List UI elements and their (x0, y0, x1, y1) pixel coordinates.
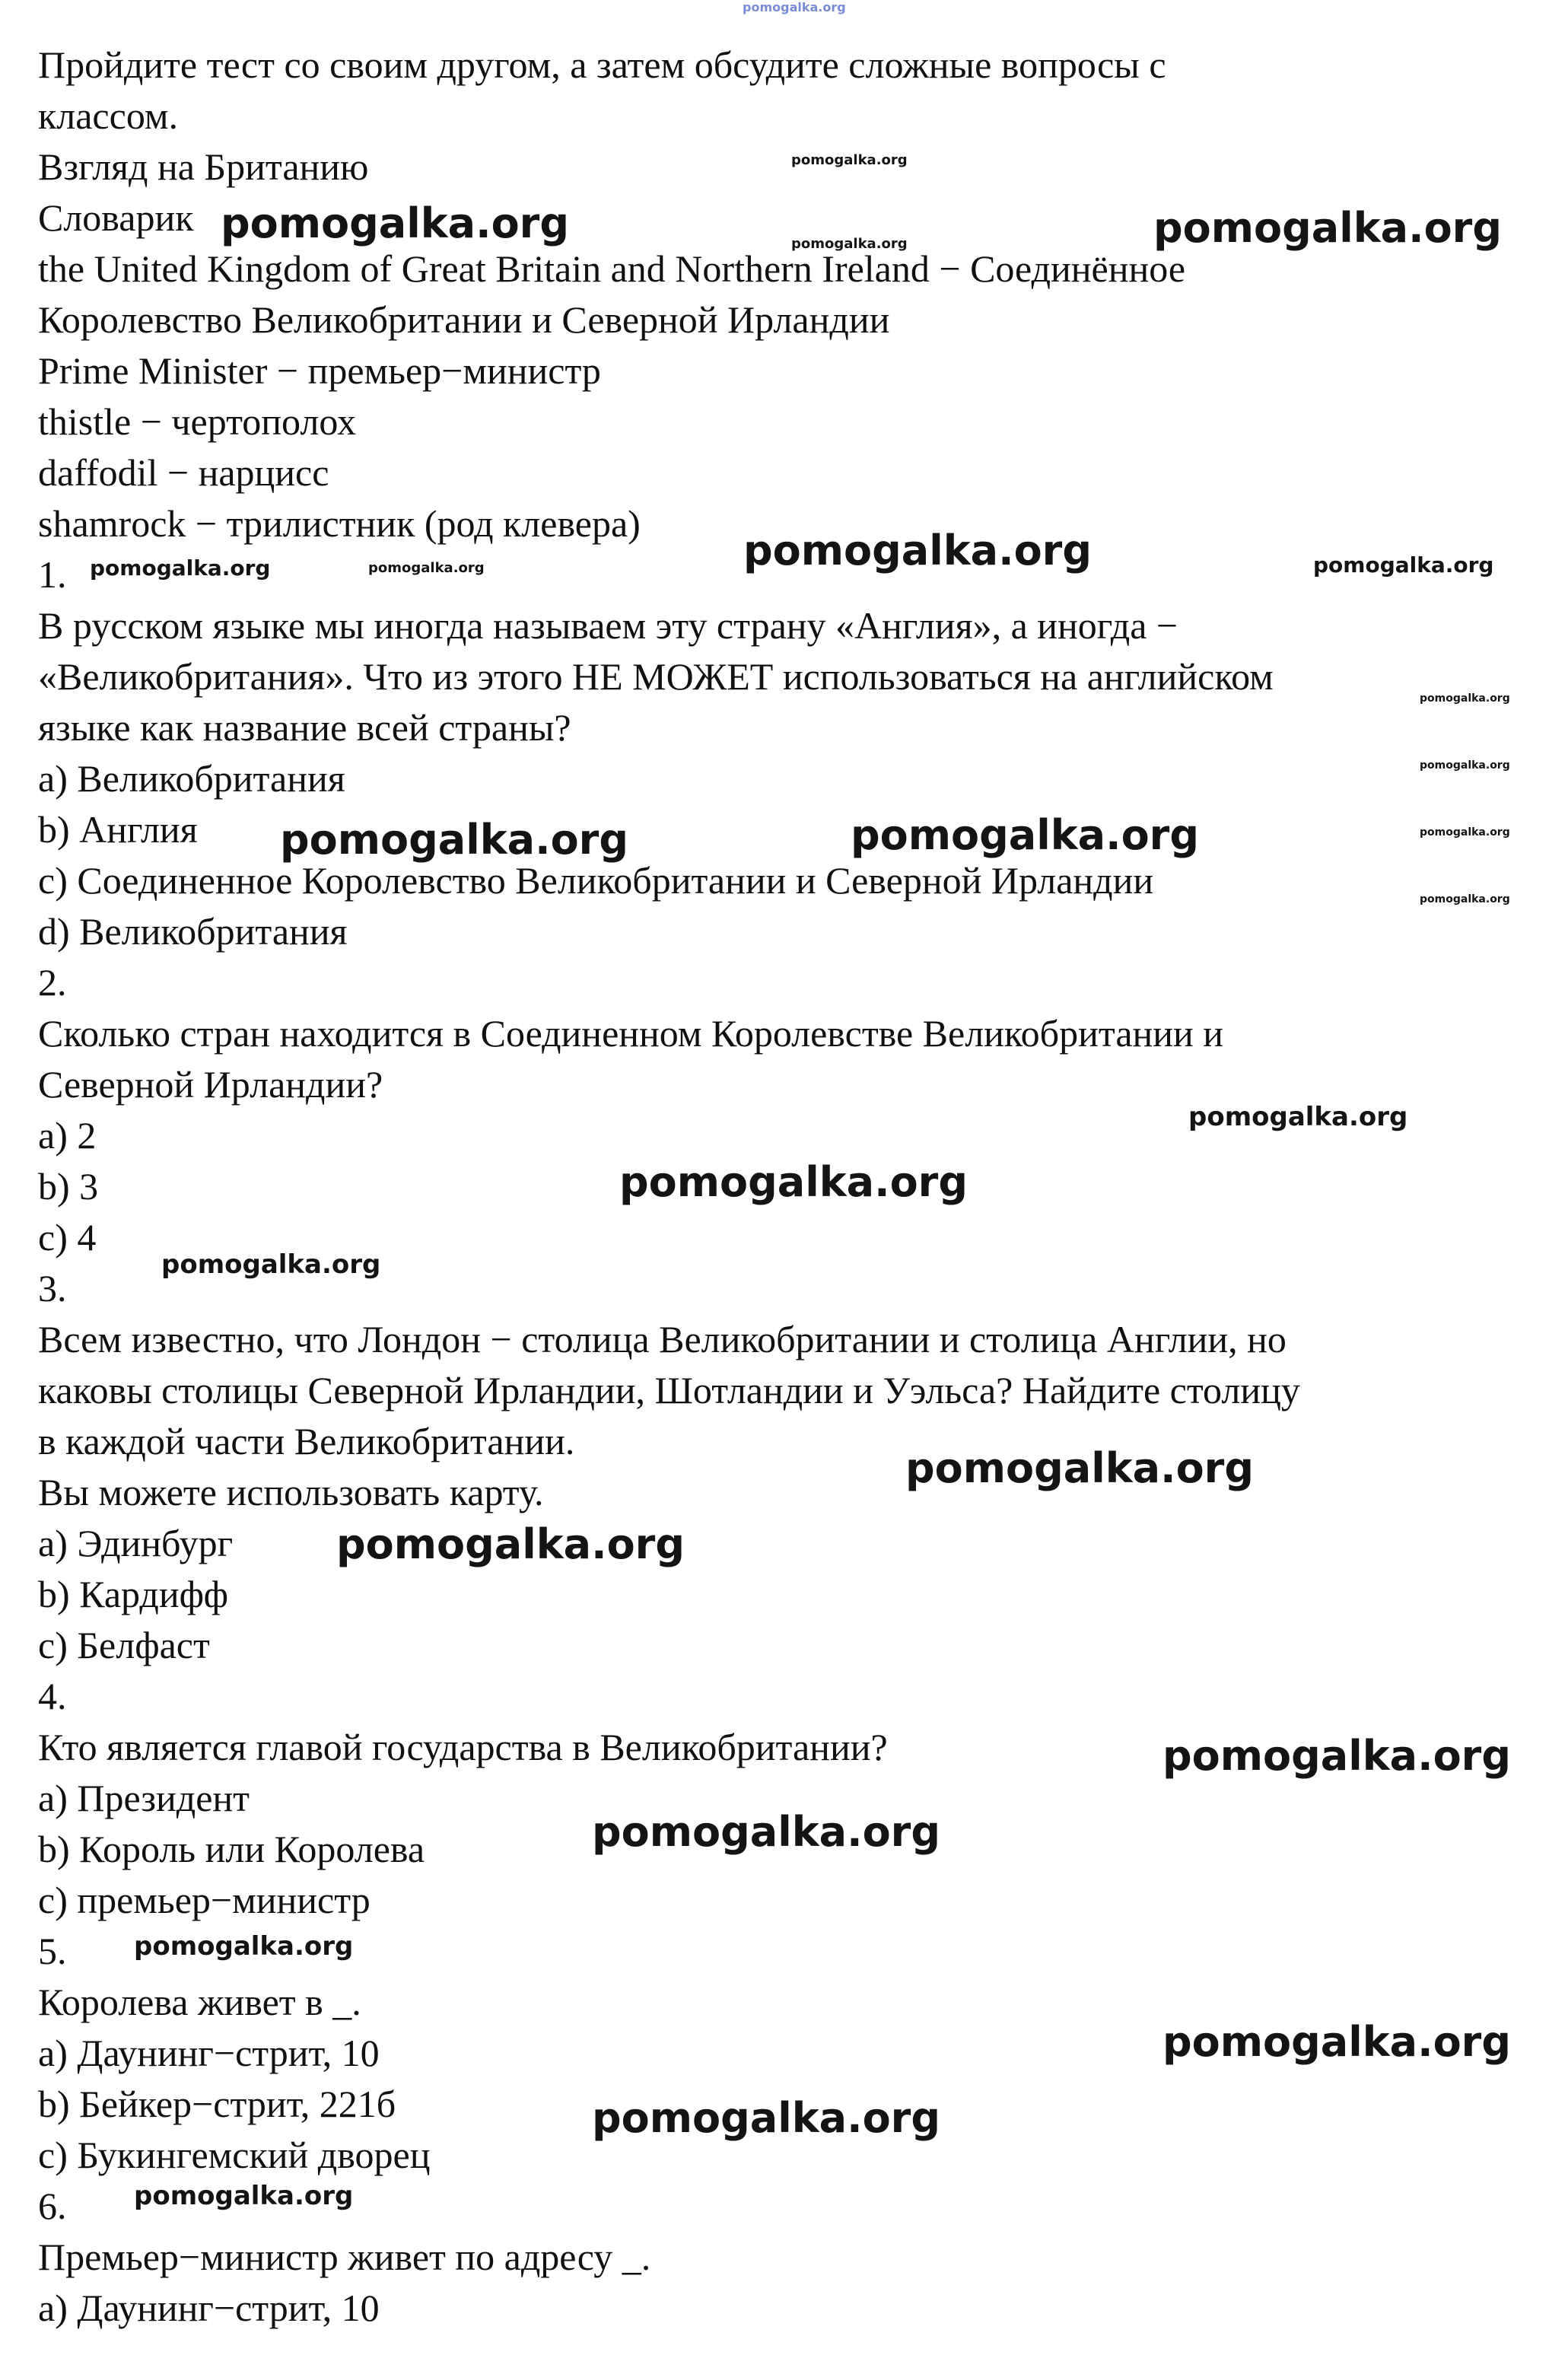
answer-option: c) премьер−министр (38, 1879, 371, 1921)
watermark: pomogalka.org (90, 555, 271, 581)
question-text: Северной Ирландии? (38, 1063, 383, 1106)
answer-option: b) Король или Королева (38, 1828, 425, 1870)
watermark: pomogalka.org (592, 1808, 940, 1856)
question-number: 1. (38, 553, 67, 596)
watermark: pomogalka.org (134, 2181, 354, 2211)
question-text: Кто является главой государства в Великобритании? (38, 1726, 888, 1768)
question-text: «Великобритания». Что из этого НЕ МОЖЕТ использоваться на английском (38, 655, 1274, 698)
watermark: pomogalka.org (1162, 2018, 1511, 2066)
answer-option: a) Даунинг−стрит, 10 (38, 2287, 380, 2329)
watermark: pomogalka.org (1420, 692, 1510, 705)
watermark: pomogalka.org (1162, 1732, 1511, 1780)
question-number: 5. (38, 1930, 67, 1972)
answer-option: a) Президент (38, 1777, 250, 1819)
question-number: 3. (38, 1267, 67, 1310)
answer-option: c) Букингемский дворец (38, 2134, 431, 2176)
question-text: каковы столицы Северной Ирландии, Шотландии и Уэльса? Найдите столицу (38, 1369, 1300, 1411)
vocabulary-heading: Словарик (38, 196, 194, 239)
watermark: pomogalka.org (161, 1249, 381, 1280)
question-number: 6. (38, 2185, 67, 2227)
question-number: 4. (38, 1675, 67, 1717)
watermark: pomogalka.org (280, 816, 628, 864)
answer-option: a) 2 (38, 1114, 97, 1157)
watermark: pomogalka.org (368, 560, 485, 576)
vocabulary-item: the United Kingdom of Great Britain and Northern Ireland − Соединённое (38, 247, 1186, 290)
question-text: Королева живет в _. (38, 1981, 361, 2023)
answer-option: a) Эдинбург (38, 1522, 234, 1564)
section-title: Взгляд на Британию (38, 145, 369, 188)
vocabulary-item: Prime Minister − премьер−министр (38, 349, 601, 392)
answer-option: a) Даунинг−стрит, 10 (38, 2032, 380, 2074)
vocabulary-item: daffodil − нарцисс (38, 451, 329, 494)
watermark: pomogalka.org (1153, 204, 1502, 252)
watermark: pomogalka.org (1420, 759, 1510, 772)
answer-option: b) Кардифф (38, 1573, 229, 1615)
question-number: 2. (38, 961, 67, 1004)
watermark: pomogalka.org (592, 2094, 940, 2142)
answer-option: c) Соединенное Королевство Великобритании и Северной Ирландии (38, 859, 1154, 902)
question-text: Вы можете использовать карту. (38, 1471, 544, 1513)
watermark: pomogalka.org (1313, 552, 1494, 578)
answer-option: c) 4 (38, 1216, 97, 1259)
answer-option: b) 3 (38, 1165, 99, 1208)
watermark: pomogalka.org (791, 152, 908, 168)
watermark: pomogalka.org (221, 199, 569, 247)
question-text: языке как название всей страны? (38, 706, 571, 749)
watermark: pomogalka.org (851, 811, 1199, 859)
watermark: pomogalka.org (134, 1931, 354, 1962)
text-line: классом. (38, 94, 179, 137)
watermark: pomogalka.org (1188, 1102, 1408, 1132)
vocabulary-item: shamrock − трилистник (род клевера) (38, 502, 641, 545)
text-line: Пройдите тест со своим другом, а затем обсудите сложные вопросы с (38, 43, 1166, 86)
question-text: Сколько стран находится в Соединенном Королевстве Великобритании и (38, 1012, 1224, 1055)
question-text: В русском языке мы иногда называем эту страну «Англия», а иногда − (38, 604, 1178, 647)
watermark: pomogalka.org (743, 527, 1092, 574)
vocabulary-item: thistle − чертополох (38, 400, 357, 443)
answer-option: c) Белфаст (38, 1624, 210, 1666)
watermark: pomogalka.org (336, 1520, 685, 1568)
watermark: pomogalka.org (1420, 826, 1510, 839)
watermark: pomogalka.org (1420, 893, 1510, 905)
answer-option: a) Великобритания (38, 757, 345, 800)
answer-option: b) Англия (38, 808, 198, 851)
answer-option: d) Великобритания (38, 910, 348, 953)
answer-option: b) Бейкер−стрит, 221б (38, 2083, 396, 2125)
question-text: Премьер−министр живет по адресу _. (38, 2236, 651, 2278)
question-text: Всем известно, что Лондон − столица Великобритании и столица Англии, но (38, 1318, 1287, 1360)
question-text: в каждой части Великобритании. (38, 1420, 575, 1462)
top-watermark: pomogalka.org (743, 0, 846, 14)
watermark: pomogalka.org (905, 1444, 1254, 1492)
vocabulary-item: Королевство Великобритании и Северной Ирландии (38, 298, 890, 341)
watermark: pomogalka.org (791, 236, 908, 252)
watermark: pomogalka.org (619, 1158, 968, 1206)
